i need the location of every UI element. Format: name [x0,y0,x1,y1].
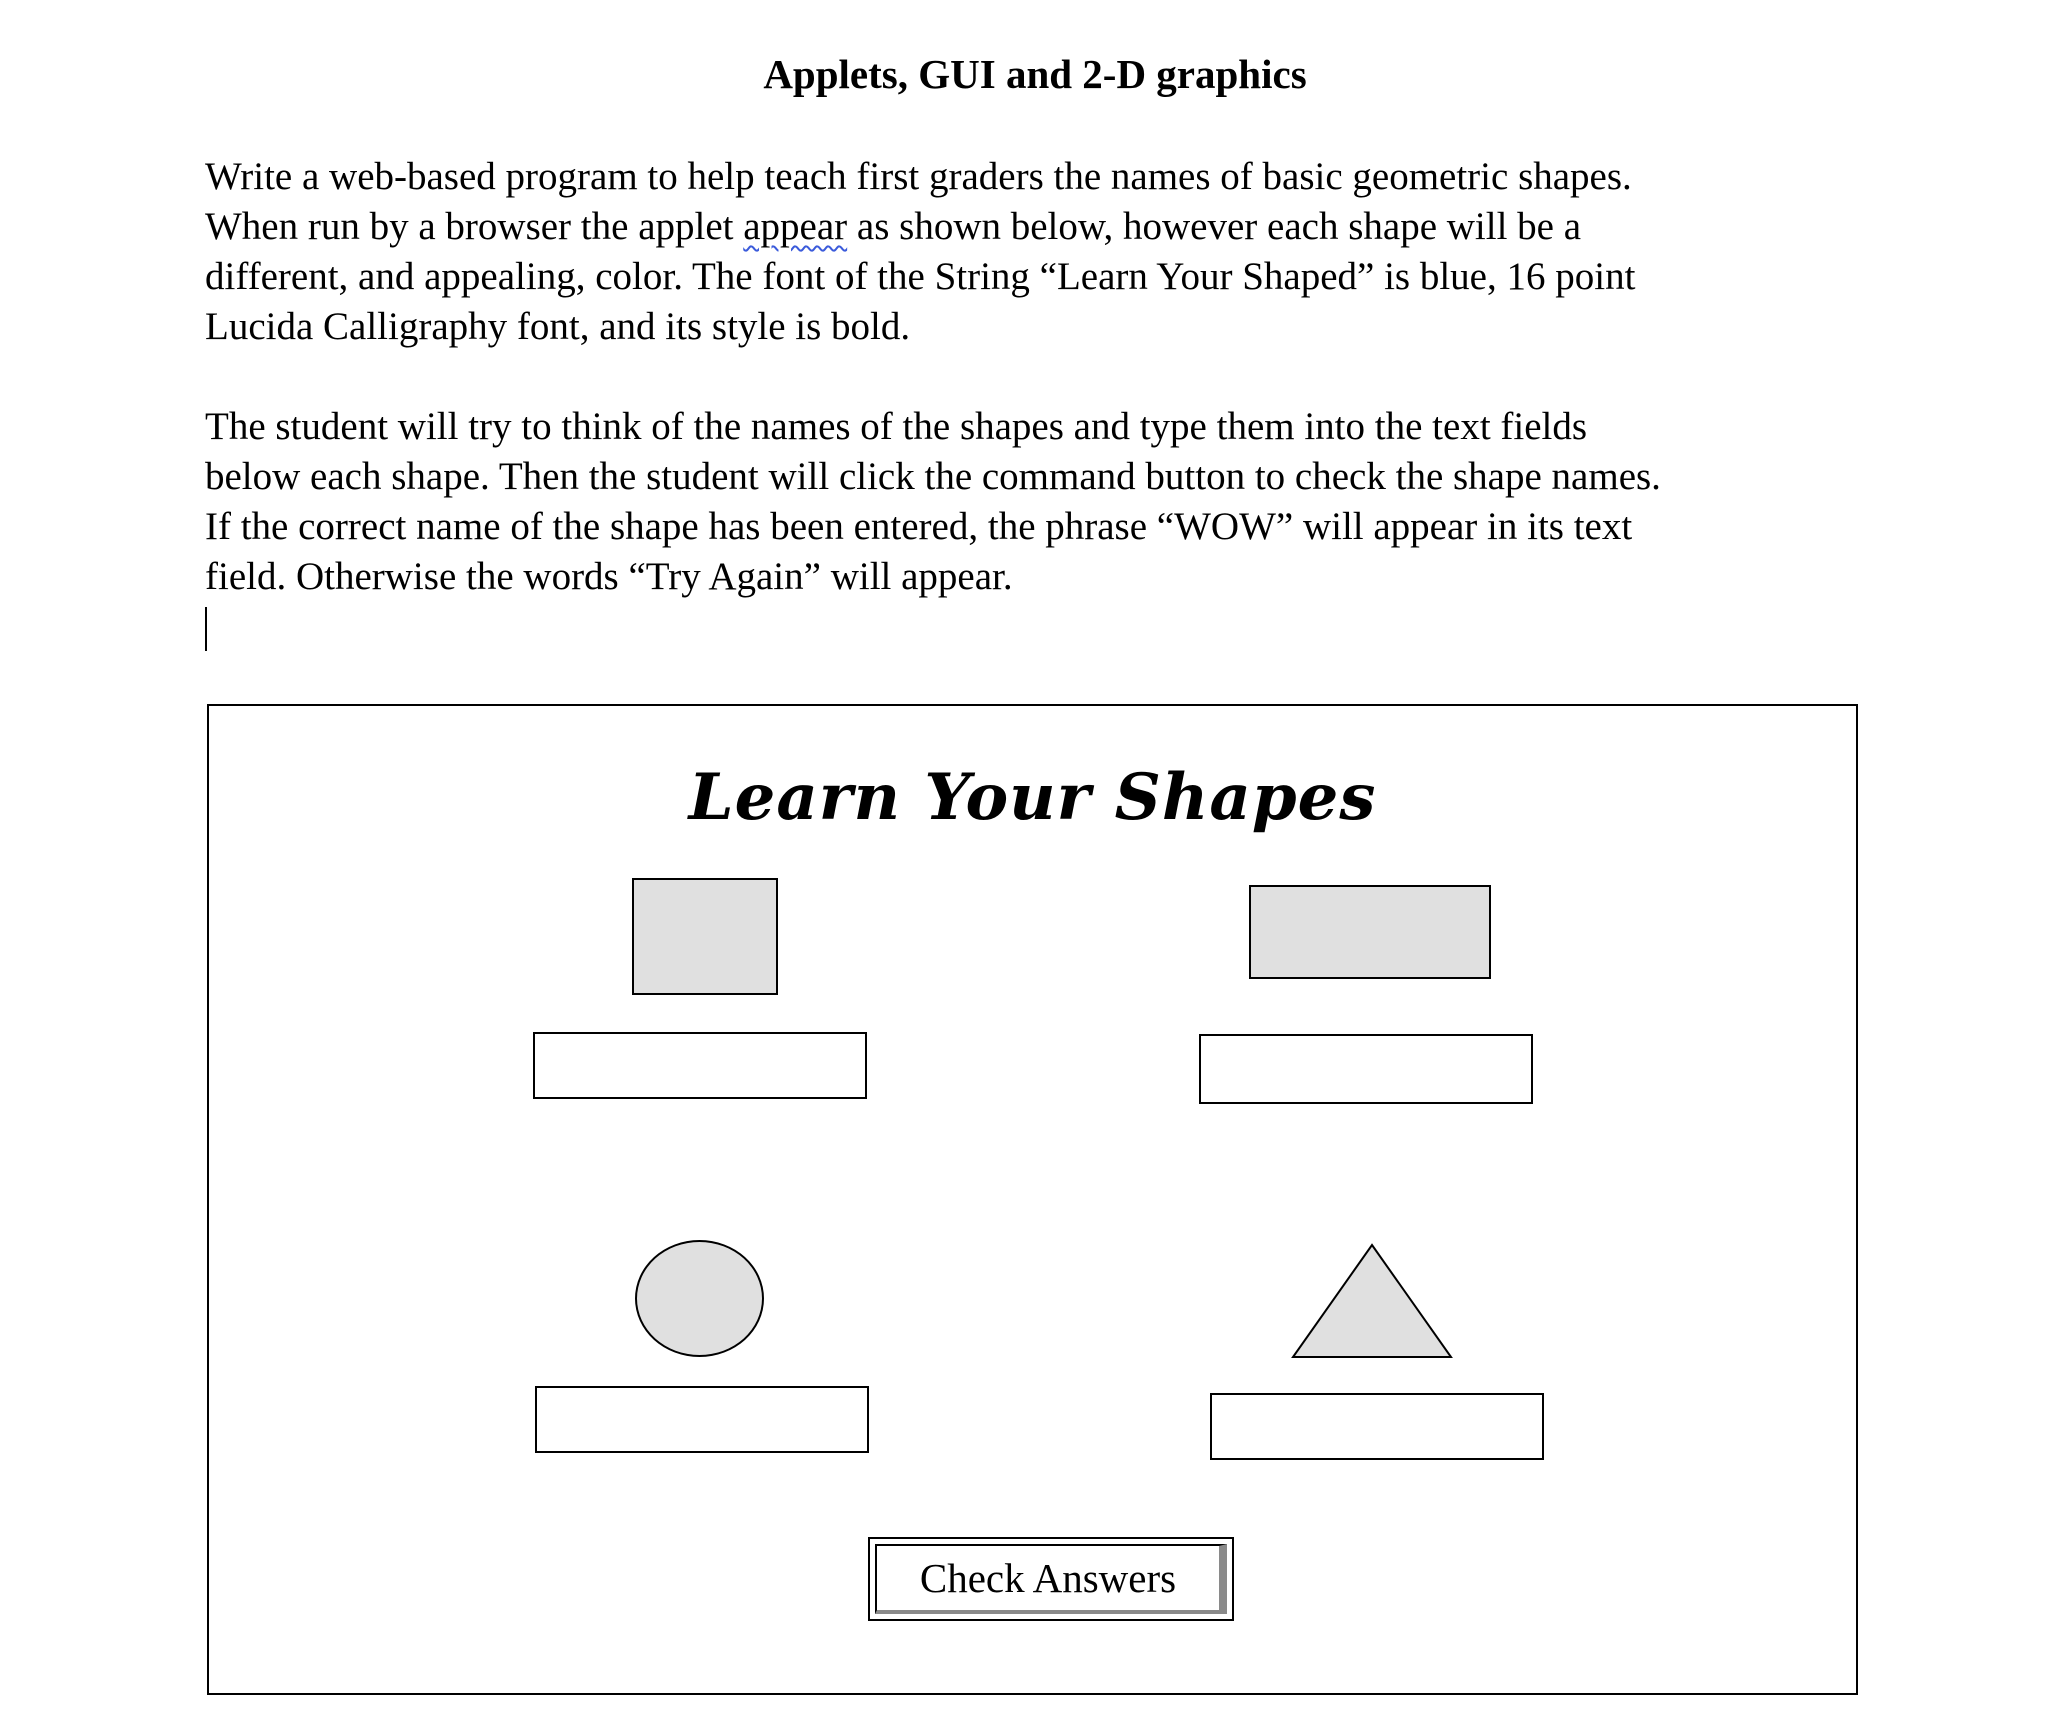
applet-title: Learn Your Shapes [688,760,1377,835]
check-answers-button[interactable] [868,1537,1234,1621]
circle-answer-field[interactable] [535,1386,869,1453]
applet-preview [207,704,1858,1695]
circle-icon [635,1240,764,1357]
instructions-paragraph-2 [205,402,1865,602]
paragraph-1-line-3: different, and appealing, color. The font of the String “Learn Your Shaped” is blue, 16 point [205,255,1636,298]
paragraph-2-line-2: below each shape. Then the student will click the command button to check the shape names. [205,455,1661,498]
paragraph-1-line-2-end: as shown below, however each shape will be a [847,205,1582,248]
triangle-icon [1291,1243,1453,1359]
rectangle-icon [1249,885,1491,979]
paragraph-2-line-3: If the correct name of the shape has been entered, the phrase “WOW” will appear in its text [205,505,1633,548]
rectangle-answer-field[interactable] [1199,1034,1533,1104]
paragraph-1-line-4: Lucida Calligraphy font, and its style is bold. [205,305,911,348]
square-answer-field[interactable] [533,1032,867,1099]
spelling-flagged-word[interactable]: appear [743,205,848,248]
document-title: Applets, GUI and 2-D graphics [763,51,1307,97]
paragraph-2-line-4: field. Otherwise the words “Try Again” will appear. [205,555,1013,598]
text-cursor [205,607,207,651]
paragraph-1-line-2 [205,202,1865,252]
square-icon [632,878,778,995]
paragraph-1-line-2-start: When run by a browser the applet [205,205,744,248]
paragraph-1-line-1: Write a web-based program to help teach first graders the names of basic geometric shapes. [205,155,1632,198]
triangle-answer-field[interactable] [1210,1393,1544,1460]
paragraph-2-line-1: The student will try to think of the names of the shapes and type them into the text fields [205,405,1588,448]
instructions-paragraph-1 [205,152,1865,352]
check-answers-label: Check Answers [875,1544,1227,1614]
